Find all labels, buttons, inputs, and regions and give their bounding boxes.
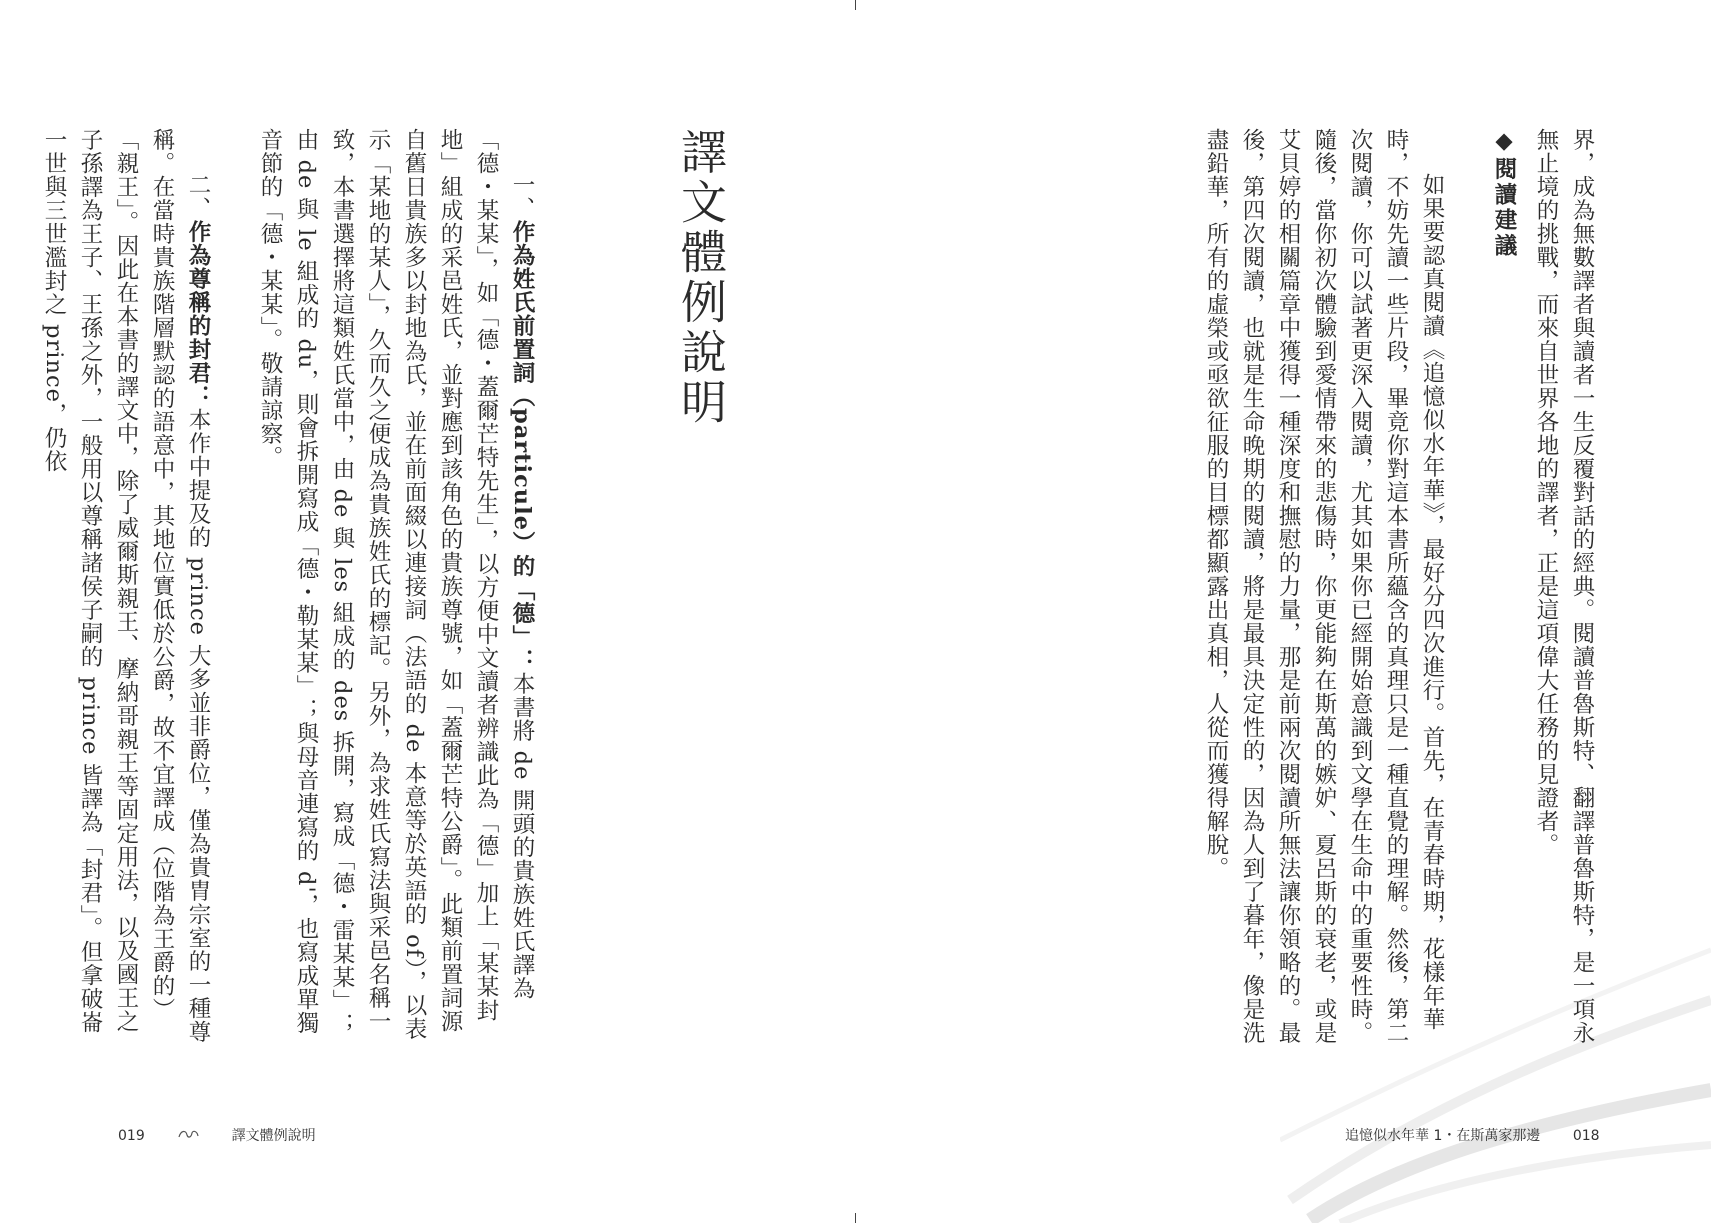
note-item-2 xyxy=(36,128,216,1048)
left-footer-title: 譯文體例說明 xyxy=(231,1128,316,1144)
note-item-2-heading: 作為尊稱的封君： xyxy=(185,220,211,408)
left-running-header xyxy=(118,1125,316,1145)
note-item-2-number: 二、 xyxy=(185,173,211,220)
note-item-1-heading: 作為姓氏前置詞（particule）的「德」： xyxy=(509,220,535,673)
right-footer-title: 追憶似水年華 1・在斯萬家那邊 xyxy=(1345,1128,1541,1144)
right-page-body xyxy=(1083,128,1600,1048)
left-page-number: 019 xyxy=(118,1128,145,1144)
swash-ornament-icon xyxy=(177,1128,199,1144)
note-item-1-number: 一、 xyxy=(509,173,535,220)
crop-mark-top xyxy=(855,0,856,10)
note-item-2-text: 本作中提及的 prince 大多並非爵位，僅為貴胄宗室的一種尊稱。在當時貴族階層默認的語意中，其地位實低於公爵，故不宜譯成（位階為王爵的）「親王」。因此在本書的譯文中，除了威爾斯親王、摩納哥親王等固定用法，以及國王之子孫譯為王子、王孫之外，一般用以尊稱諸侯子嗣的 prince 皆譯為「封君」。但拿破崙一世與三世濫封之 prince，仍依 xyxy=(41,128,211,1044)
reading-advice-paragraph: 如果要認真閱讀《追憶似水年華》，最好分四次進行。首先，在青春時期，花樣年華時，不妨先讀一些片段，畢竟你對這本書所蘊含的真理只是一種直覺的理解。然後，第二次閱讀，你可以試著更深入閱讀，尤其如果你已經開始意識到文學在生命中的重要性時。隨後，當你初次體驗到愛情帶來的悲傷時，你更能夠在斯萬的嫉妒、夏呂斯的衰老，或是艾貝婷的相關篇章中獲得一種深度和撫慰的力量，那是前兩次閱讀所無法讓你領略的。最後，第四次閱讀，也就是生命晚期的閱讀，將是最具決定性的，因為人到了暮年，像是洗盡鉛華，所有的虛榮或亟欲征服的目標都顯露出真相，人從而獲得解脫。 xyxy=(1203,128,1445,1045)
section-title: 譯文體例說明 xyxy=(674,128,728,428)
note-item-1 xyxy=(252,128,540,1048)
right-page-number: 018 xyxy=(1572,1128,1600,1144)
crop-mark-bottom xyxy=(855,1213,856,1223)
note-item-1-text: 本書將 de 開頭的貴族姓氏譯為「德・某某」，如「德・蓋爾芒特先生」，以方便中文讀者辨識此為「德」加上「某某封地」組成的采邑姓氏，並對應到該角色的貴族尊號，如「蓋爾芒特公爵」。此類前置詞源自舊日貴族多以封地為氏，並在前面綴以連接詞（法語的 de 本意等於英語的 of），以表示「某地的某人」，久而久之便成為貴族姓氏的標記。另外，為求姓氏寫法與采邑名稱一致，本書選擇將這類姓氏當中，由 de 與 les 組成的 des 拆開，寫成「德・雷某某」；由 de 與 le 組成的 du，則會拆開寫成「德・勒某某」；與母音連寫的 d'，也寫成單獨音節的「德・某某」。敬請諒察。 xyxy=(257,128,535,1041)
continued-paragraph: 界，成為無數譯者與讀者一生反覆對話的經典。閱讀普魯斯特、翻譯普魯斯特，是一項永無止境的挑戰，而來自世界各地的譯者，正是這項偉大任務的見證者。 xyxy=(1533,128,1595,1045)
left-page-body xyxy=(41,128,540,1048)
right-running-header xyxy=(1345,1125,1600,1145)
reading-advice-heading: ◆閱讀建議 xyxy=(1491,128,1517,259)
